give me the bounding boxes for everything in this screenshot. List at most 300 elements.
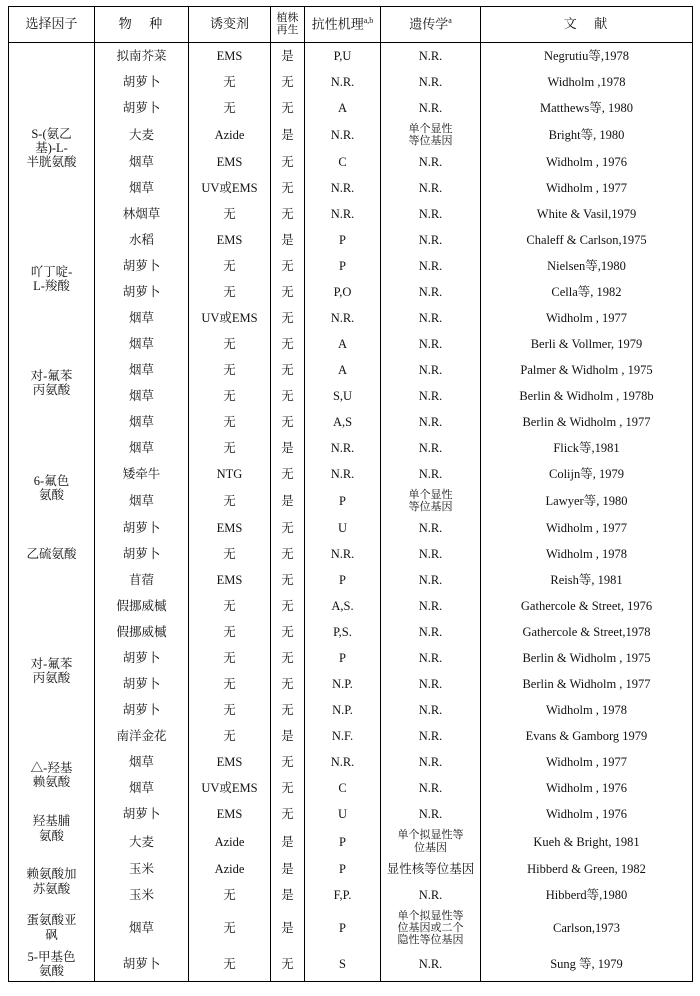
cell-genetics: N.R. [381,149,481,175]
cell-reference: Widholm , 1977 [545,755,628,770]
selection-factor-line: 对-氟苯 [30,368,73,383]
cell-reference: Widholm , 1976 [545,155,628,170]
column-header-mechanism-sup: a,b [363,16,374,26]
selection-factor-line: 赖氨酸加 [26,867,77,882]
cell-selection-factor [9,253,95,305]
table-row [9,908,693,948]
cell-mutagen: 无 [189,593,271,619]
cell-mutagen: EMS [189,567,271,593]
cell-genetics-line: 等位基因 [408,135,453,148]
cell-mutagen: NTG [189,461,271,487]
cell-species: 烟草 [95,775,189,801]
cell-mutagen: 无 [189,409,271,435]
cell-regeneration: 无 [271,619,305,645]
cell-mechanism: P [305,856,381,882]
cell-species: 大麦 [95,121,189,149]
selection-factor-line: 吖丁啶- [30,264,73,279]
cell-mechanism: C [305,149,381,175]
table-row [9,461,693,487]
table-row [9,95,693,121]
cell-species: 烟草 [95,305,189,331]
cell-species: 胡萝卜 [95,95,189,121]
cell-reference: Sung 等, 1979 [550,957,623,972]
cell-regeneration: 无 [271,697,305,723]
cell-mechanism: A [305,357,381,383]
cell-mechanism: P [305,487,381,515]
cell-species: 烟草 [95,487,189,515]
table-row [9,567,693,593]
cell-mechanism: N.F. [305,723,381,749]
cell-regeneration: 无 [271,95,305,121]
cell-genetics: N.R. [381,801,481,827]
cell-genetics: N.R. [381,882,481,908]
selection-factor-line: 5-甲基色 [27,949,76,964]
cell-regeneration: 无 [271,671,305,697]
cell-genetics-line: 位基因 [414,841,447,854]
cell-species: 烟草 [95,357,189,383]
cell-mechanism: N.R. [305,541,381,567]
selection-factor-line: S-(氨乙 [31,126,72,141]
cell-mutagen: 无 [189,671,271,697]
cell-species: 胡萝卜 [95,697,189,723]
cell-mechanism: P [305,227,381,253]
cell-mutagen: 无 [189,908,271,948]
cell-regeneration: 无 [271,461,305,487]
cell-regeneration: 无 [271,175,305,201]
table-row [9,357,693,383]
cell-genetics: N.R. [381,43,481,70]
cell-species: 苜蓿 [95,567,189,593]
cell-mechanism: S [305,948,381,981]
cell-regeneration: 无 [271,541,305,567]
cell-reference: Gathercole & Street, 1976 [520,599,653,614]
cell-mutagen: 无 [189,697,271,723]
selection-factor-line: 蛋氨酸亚 [26,913,77,928]
cell-mutagen: UV或EMS [189,305,271,331]
cell-mechanism: A [305,331,381,357]
cell-mechanism: P [305,253,381,279]
table-header-row [9,7,693,43]
cell-genetics [381,908,481,948]
cell-genetics: N.R. [381,175,481,201]
cell-mechanism: N.R. [305,749,381,775]
cell-regeneration: 无 [271,749,305,775]
resistance-mutants-table [8,6,693,982]
cell-species: 玉米 [95,856,189,882]
cell-genetics: N.R. [381,948,481,981]
column-header-mechanism [305,7,381,43]
cell-mechanism: P [305,908,381,948]
cell-genetics: N.R. [381,331,481,357]
cell-reference: Widholm , 1977 [545,521,628,536]
cell-regeneration: 是 [271,487,305,515]
selection-factor-line: 氨酸 [38,488,64,503]
table-row [9,827,693,855]
cell-mutagen: 无 [189,331,271,357]
cell-regeneration: 无 [271,357,305,383]
cell-genetics: N.R. [381,409,481,435]
cell-selection-factor [9,43,95,254]
cell-species: 烟草 [95,175,189,201]
cell-regeneration: 是 [271,435,305,461]
cell-reference: White & Vasil,1979 [536,207,637,222]
cell-genetics: N.R. [381,95,481,121]
table-row [9,121,693,149]
column-header-genetics [381,7,481,43]
cell-genetics: N.R. [381,749,481,775]
table-row [9,948,693,981]
cell-mutagen: EMS [189,149,271,175]
cell-regeneration: 无 [271,69,305,95]
cell-reference: Widholm , 1977 [545,181,628,196]
cell-species: 胡萝卜 [95,541,189,567]
cell-reference: Widholm , 1976 [545,807,628,822]
cell-species: 假挪威槭 [95,593,189,619]
cell-regeneration: 是 [271,882,305,908]
cell-regeneration: 无 [271,331,305,357]
cell-mechanism: P [305,645,381,671]
cell-reference: Berlin & Widholm , 1978b [519,389,654,404]
cell-mutagen: 无 [189,948,271,981]
cell-mutagen: 无 [189,619,271,645]
cell-regeneration: 无 [271,305,305,331]
cell-reference: Colijn等, 1979 [548,467,624,482]
table-row [9,69,693,95]
cell-species: 大麦 [95,827,189,855]
cell-regeneration: 无 [271,593,305,619]
table-row [9,149,693,175]
cell-genetics: N.R. [381,227,481,253]
cell-regeneration: 无 [271,775,305,801]
cell-species: 烟草 [95,409,189,435]
cell-selection-factor [9,305,95,461]
selection-factor-line: 丙氨酸 [32,383,71,398]
column-header-reference: 文 献 [481,7,693,43]
cell-species: 烟草 [95,435,189,461]
selection-factor-line: 赖氨酸 [32,775,71,790]
cell-mutagen: 无 [189,279,271,305]
cell-regeneration: 是 [271,723,305,749]
table-header [9,7,693,43]
table-row [9,856,693,882]
cell-reference: Widholm , 1976 [545,781,628,796]
cell-species: 玉米 [95,882,189,908]
selection-factor-line: 砜 [45,927,58,942]
cell-selection-factor [9,593,95,749]
cell-species: 胡萝卜 [95,671,189,697]
column-header-mechanism-text: 抗性机理 [311,16,364,32]
cell-mutagen: 无 [189,487,271,515]
cell-regeneration: 是 [271,827,305,855]
cell-mutagen: 无 [189,541,271,567]
cell-species: 胡萝卜 [95,253,189,279]
cell-regeneration: 无 [271,645,305,671]
cell-reference: Matthews等, 1980 [539,101,634,116]
cell-mutagen: UV或EMS [189,775,271,801]
cell-reference: Widholm , 1977 [545,311,628,326]
cell-mutagen: 无 [189,69,271,95]
cell-selection-factor [9,515,95,593]
selection-factor-line: △-羟基 [30,761,73,776]
cell-mechanism: P,O [305,279,381,305]
table-row [9,697,693,723]
table-row [9,541,693,567]
table-row [9,775,693,801]
cell-mechanism: N.R. [305,69,381,95]
cell-genetics: N.R. [381,619,481,645]
cell-genetics: N.R. [381,357,481,383]
cell-genetics: N.R. [381,645,481,671]
table-row [9,487,693,515]
cell-reference: Kueh & Bright, 1981 [533,834,640,849]
selection-factor-line: 6-氟色 [33,474,70,488]
cell-regeneration: 无 [271,409,305,435]
cell-species: 胡萝卜 [95,948,189,981]
selection-factor-line: 羟基脯 [32,814,71,829]
cell-genetics: N.R. [381,567,481,593]
cell-mutagen: EMS [189,227,271,253]
table-row [9,593,693,619]
column-header-regeneration-line2: 再生 [276,23,299,36]
cell-genetics-line: 单个显性 [408,489,453,502]
column-header-regeneration [271,7,305,43]
cell-mechanism: N.P. [305,697,381,723]
cell-selection-factor [9,801,95,855]
cell-reference: Berlin & Widholm , 1975 [522,651,651,666]
selection-factor-line: 氨酸 [38,964,64,979]
cell-genetics: N.R. [381,541,481,567]
table-row [9,305,693,331]
cell-regeneration: 是 [271,121,305,149]
cell-species: 矮牵牛 [95,461,189,487]
cell-genetics: N.R. [381,69,481,95]
cell-genetics: N.R. [381,253,481,279]
cell-genetics: 显性核等位基因 [381,856,481,882]
cell-mechanism: N.P. [305,671,381,697]
selection-factor-line: 氨酸 [38,828,64,843]
cell-reference: Cella等, 1982 [551,285,622,300]
table-body [9,43,693,982]
cell-genetics: N.R. [381,775,481,801]
cell-selection-factor [9,461,95,515]
cell-regeneration: 是 [271,908,305,948]
cell-reference: Bright等, 1980 [548,128,625,143]
table-row [9,201,693,227]
table-row [9,409,693,435]
column-header-species: 物 种 [95,7,189,43]
cell-reference: Negrutiu等,1978 [543,49,630,64]
cell-regeneration: 无 [271,515,305,541]
cell-species: 胡萝卜 [95,801,189,827]
cell-genetics: N.R. [381,435,481,461]
cell-species: 烟草 [95,331,189,357]
cell-mutagen: Azide [189,121,271,149]
cell-regeneration: 无 [271,279,305,305]
selection-factor-line: 丙氨酸 [32,671,71,686]
table-row [9,43,693,70]
cell-mechanism: N.R. [305,121,381,149]
cell-mechanism: S,U [305,383,381,409]
cell-selection-factor [9,749,95,801]
cell-regeneration: 是 [271,43,305,70]
selection-factor-line: 基)-L- [35,141,68,155]
cell-genetics [381,827,481,855]
cell-mechanism: P [305,567,381,593]
cell-mechanism: N.R. [305,201,381,227]
cell-mutagen: Azide [189,827,271,855]
column-header-mutagen: 诱变剂 [189,7,271,43]
cell-mutagen: 无 [189,435,271,461]
cell-mechanism: N.R. [305,175,381,201]
cell-reference: Widholm ,1978 [547,75,626,90]
table-row [9,619,693,645]
cell-species: 林烟草 [95,201,189,227]
cell-genetics [381,487,481,515]
cell-mechanism: U [305,801,381,827]
cell-reference: Berli & Vollmer, 1979 [530,337,643,352]
column-header-selection-factor: 选择因子 [9,7,95,43]
cell-genetics: N.R. [381,201,481,227]
selection-factor-line: 苏氨酸 [32,881,71,896]
cell-regeneration: 无 [271,201,305,227]
cell-mutagen: Azide [189,856,271,882]
cell-reference: Nielsen等,1980 [547,259,626,274]
table-row [9,723,693,749]
cell-reference: Hibberd & Green, 1982 [527,861,646,876]
cell-reference: Reish等, 1981 [550,573,623,588]
cell-selection-factor [9,908,95,948]
cell-reference: Gathercole & Street,1978 [522,625,651,640]
cell-genetics: N.R. [381,697,481,723]
cell-selection-factor [9,948,95,981]
cell-genetics-line: 隐性等位基因 [397,933,464,946]
table-row [9,801,693,827]
cell-mechanism: P,U [305,43,381,70]
table-row [9,515,693,541]
cell-reference: Flick等,1981 [553,441,620,456]
cell-mutagen: EMS [189,749,271,775]
table-row [9,227,693,253]
cell-mechanism: A,S. [305,593,381,619]
cell-species: 南洋金花 [95,723,189,749]
cell-mechanism: N.R. [305,461,381,487]
cell-mechanism: P [305,827,381,855]
cell-genetics-line: 单个拟显性等 [397,909,464,922]
cell-mutagen: 无 [189,882,271,908]
cell-species: 假挪威槭 [95,619,189,645]
cell-mutagen: 无 [189,95,271,121]
table-row [9,175,693,201]
cell-species: 胡萝卜 [95,69,189,95]
table-row [9,671,693,697]
cell-reference: Chaleff & Carlson,1975 [526,233,647,248]
cell-genetics: N.R. [381,593,481,619]
cell-mutagen: 无 [189,253,271,279]
cell-reference: Widholm , 1978 [545,703,628,718]
cell-regeneration: 是 [271,227,305,253]
cell-genetics: N.R. [381,461,481,487]
column-header-genetics-text: 遗传学 [409,16,449,32]
cell-mutagen: EMS [189,43,271,70]
cell-species: 拟南芥菜 [95,43,189,70]
cell-mechanism: A [305,95,381,121]
cell-mechanism: N.R. [305,305,381,331]
cell-mutagen: EMS [189,801,271,827]
cell-genetics [381,121,481,149]
cell-genetics-line: 位基因或二个 [397,921,464,934]
table-row [9,435,693,461]
cell-mechanism: P,S. [305,619,381,645]
table-row [9,253,693,279]
table-row [9,383,693,409]
cell-regeneration: 无 [271,383,305,409]
selection-factor-line: 对-氟苯 [30,657,73,672]
table-row [9,645,693,671]
selection-factor-line: L-羧酸 [33,279,70,294]
table-row [9,279,693,305]
cell-species: 烟草 [95,749,189,775]
selection-factor-line: 半胱氨酸 [26,155,77,170]
cell-genetics-line: 等位基因 [408,501,453,514]
cell-mechanism: N.R. [305,435,381,461]
cell-mechanism: C [305,775,381,801]
cell-species: 胡萝卜 [95,515,189,541]
cell-reference: Hibberd等,1980 [545,887,628,902]
cell-genetics: N.R. [381,279,481,305]
column-header-regeneration-line1: 植株 [276,12,299,24]
cell-genetics: N.R. [381,671,481,697]
cell-mutagen: 无 [189,357,271,383]
cell-mutagen: EMS [189,515,271,541]
cell-reference: Lawyer等, 1980 [545,494,628,509]
cell-regeneration: 无 [271,948,305,981]
cell-selection-factor [9,856,95,908]
column-header-genetics-sup: a [448,16,452,26]
cell-mutagen: 无 [189,383,271,409]
table-row [9,331,693,357]
cell-genetics: N.R. [381,723,481,749]
cell-reference: Widholm , 1978 [545,547,628,562]
cell-mutagen: 无 [189,645,271,671]
cell-mutagen: UV或EMS [189,175,271,201]
cell-regeneration: 无 [271,253,305,279]
cell-mechanism: A,S [305,409,381,435]
cell-mechanism: F,P. [305,882,381,908]
cell-species: 胡萝卜 [95,279,189,305]
cell-genetics: N.R. [381,305,481,331]
cell-reference: Evans & Gamborg 1979 [525,729,648,744]
cell-regeneration: 无 [271,801,305,827]
cell-mutagen: 无 [189,201,271,227]
cell-regeneration: 无 [271,149,305,175]
cell-mechanism: U [305,515,381,541]
cell-species: 烟草 [95,149,189,175]
cell-genetics: N.R. [381,515,481,541]
cell-genetics: N.R. [381,383,481,409]
selection-factor-line: 乙硫氨酸 [26,547,77,562]
cell-regeneration: 无 [271,567,305,593]
cell-genetics-line: 单个拟显性等 [397,829,464,842]
table-row [9,882,693,908]
cell-species: 胡萝卜 [95,645,189,671]
cell-reference: Berlin & Widholm , 1977 [522,677,651,692]
cell-reference: Berlin & Widholm , 1977 [522,415,651,430]
cell-genetics-line: 单个显性 [408,123,453,136]
cell-species: 烟草 [95,383,189,409]
cell-reference: Palmer & Widholm , 1975 [520,363,653,378]
cell-mutagen: 无 [189,723,271,749]
cell-species: 水稻 [95,227,189,253]
